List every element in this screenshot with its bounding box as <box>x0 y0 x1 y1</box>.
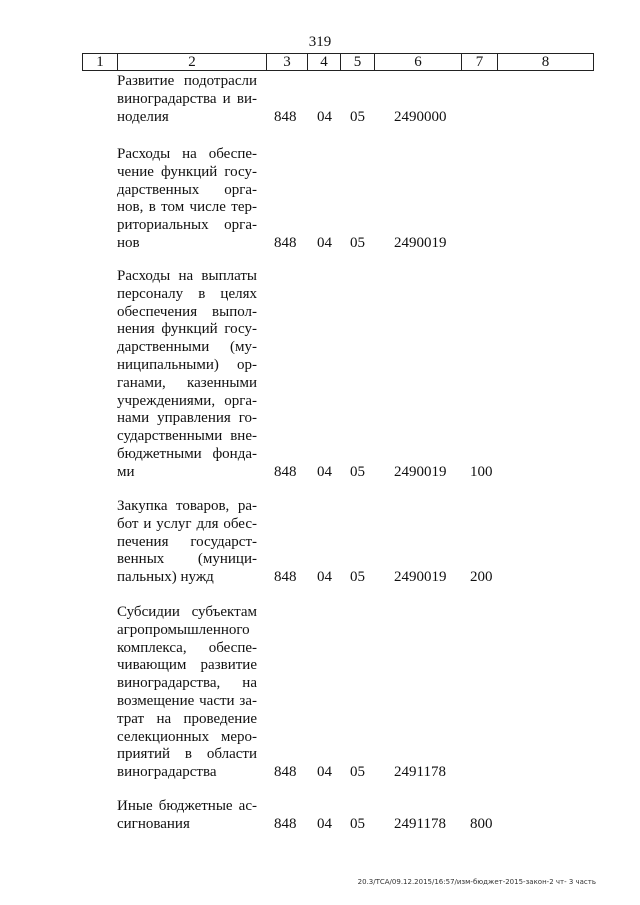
row-subsection-code: 05 <box>350 815 365 832</box>
row-subsection-code: 05 <box>350 463 365 480</box>
row-description-line: Закупка товаров, ра- <box>117 498 257 514</box>
row-description-line: ноделия <box>117 108 169 125</box>
row-target-article: 2490019 <box>394 569 447 586</box>
header-col-1: 1 <box>83 54 118 71</box>
row-description-line: виноградарства <box>117 764 217 781</box>
row-description-line: трат на проведение <box>117 710 257 727</box>
row-description-line: приятий в области <box>117 746 257 763</box>
row-expense-type: 800 <box>470 815 493 832</box>
row-description-line: венных (муници- <box>117 551 257 568</box>
header-col-4: 4 <box>308 54 341 71</box>
row-ministry-code: 848 <box>274 569 297 586</box>
header-col-6: 6 <box>375 54 462 71</box>
row-description-line: Иные бюджетные ас- <box>117 798 257 814</box>
row-description-line: ми <box>117 463 135 480</box>
row-section-code: 04 <box>317 815 332 832</box>
row-description-line: учреждениями, орга- <box>117 392 257 409</box>
row-target-article: 2490000 <box>394 108 447 125</box>
row-description <box>117 268 257 482</box>
row-description <box>117 73 257 126</box>
header-col-3: 3 <box>267 54 308 71</box>
row-description-line: бюджетными фонда- <box>117 445 257 462</box>
row-description <box>117 498 257 587</box>
row-subsection-code: 05 <box>350 764 365 781</box>
row-section-code: 04 <box>317 764 332 781</box>
row-expense-type: 100 <box>470 463 493 480</box>
row-description-line: дарственными (му- <box>117 339 257 356</box>
row-description-line: виноградарства и ви- <box>117 90 257 107</box>
row-description-line: нов <box>117 234 140 251</box>
column-number-header <box>82 53 594 71</box>
header-col-5: 5 <box>341 54 375 71</box>
row-description-line: Расходы на обеспе- <box>117 146 257 162</box>
row-description-line: сигнования <box>117 815 190 832</box>
header-col-8: 8 <box>498 54 594 71</box>
row-description-line: Развитие подотрасли <box>117 73 257 89</box>
row-description-line: бот и услуг для обес- <box>117 515 257 532</box>
row-description <box>117 146 257 253</box>
row-description <box>117 604 257 782</box>
row-ministry-code: 848 <box>274 815 297 832</box>
row-section-code: 04 <box>317 569 332 586</box>
header-col-2: 2 <box>118 54 267 71</box>
row-section-code: 04 <box>317 463 332 480</box>
row-ministry-code: 848 <box>274 235 297 251</box>
row-description-line: персоналу в целях <box>117 285 257 302</box>
row-target-article: 2491178 <box>394 764 446 781</box>
row-description-line: возмещение части за- <box>117 692 257 709</box>
row-target-article: 2491178 <box>394 815 446 832</box>
document-footer: 20.3/ТСА/09.12.2015/16:57/изм-бюджет-2015-закон-2 чт- 3 часть <box>357 878 596 886</box>
row-description-line: нами управления го- <box>117 410 257 427</box>
row-expense-type: 200 <box>470 569 493 586</box>
row-description-line: Расходы на выплаты <box>117 268 257 284</box>
row-subsection-code: 05 <box>350 569 365 586</box>
row-description-line: обеспечения выпол- <box>117 303 257 320</box>
page-number: 319 <box>308 34 332 50</box>
row-description-line: Субсидии субъектам <box>117 604 257 620</box>
row-description-line: сударственными вне- <box>117 428 257 445</box>
row-description-line: чивающим развитие <box>117 657 257 674</box>
row-description-line: ниципальными) ор- <box>117 356 257 373</box>
row-subsection-code: 05 <box>350 108 365 125</box>
row-description-line: селекционных меро- <box>117 728 257 745</box>
row-target-article: 2490019 <box>394 235 447 251</box>
row-section-code: 04 <box>317 108 332 125</box>
row-description-line: дарственных орга- <box>117 181 257 198</box>
row-section-code: 04 <box>317 235 332 251</box>
row-description <box>117 798 257 834</box>
row-ministry-code: 848 <box>274 463 297 480</box>
row-description-line: пальных) нужд <box>117 569 214 586</box>
row-ministry-code: 848 <box>274 764 297 781</box>
row-description-line: агропромышленного <box>117 621 250 638</box>
row-description-line: нов, в том числе тер- <box>117 199 257 216</box>
row-description-line: ганами, казенными <box>117 374 257 391</box>
row-ministry-code: 848 <box>274 108 297 125</box>
row-description-line: комплекса, обеспе- <box>117 639 257 656</box>
row-description-line: чение функций госу- <box>117 163 257 180</box>
row-subsection-code: 05 <box>350 235 365 251</box>
header-col-7: 7 <box>462 54 498 71</box>
row-description-line: виноградарства, на <box>117 675 257 692</box>
row-description-line: риториальных орга- <box>117 217 257 234</box>
row-target-article: 2490019 <box>394 463 447 480</box>
row-description-line: печения государст- <box>117 533 257 550</box>
row-description-line: нения функций госу- <box>117 321 257 338</box>
